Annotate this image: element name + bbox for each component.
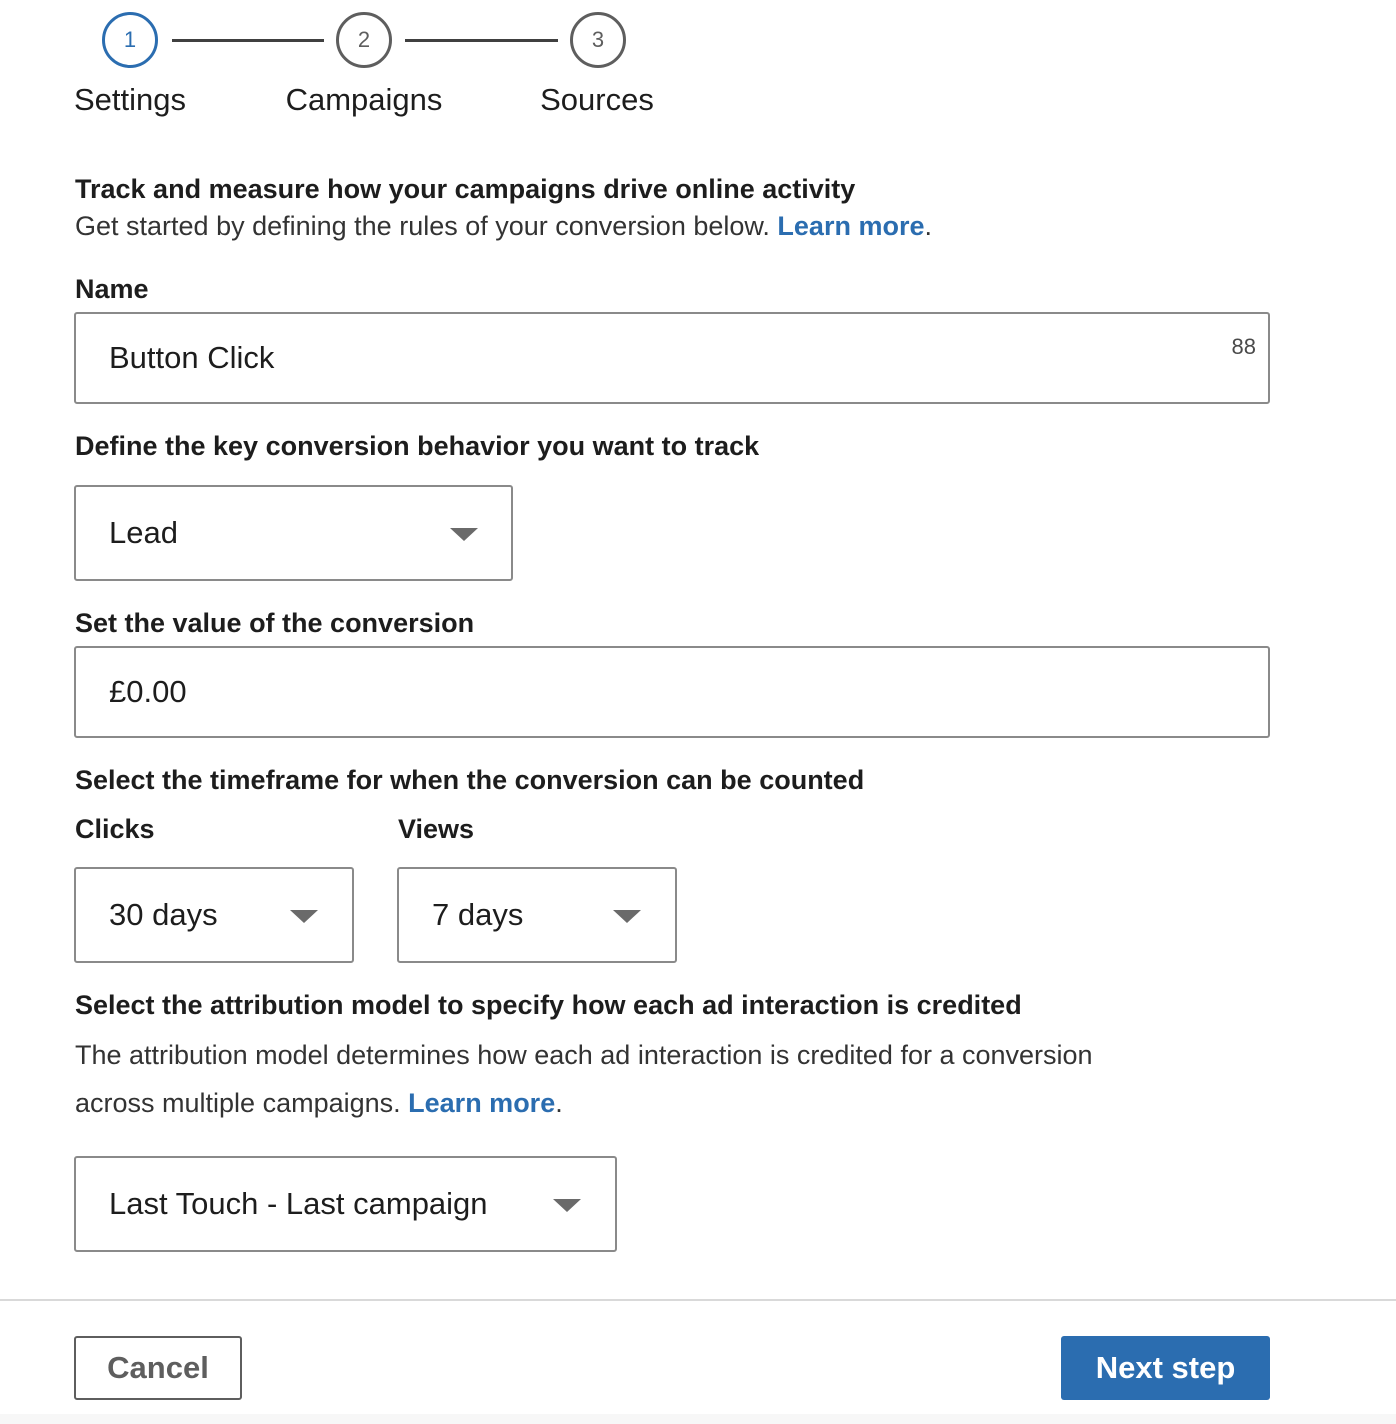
- chevron-down-icon: [290, 910, 318, 923]
- chevron-down-icon: [553, 1199, 581, 1212]
- step-1-indicator[interactable]: [102, 12, 158, 68]
- chevron-down-icon: [450, 528, 478, 541]
- step-number: 3: [591, 27, 605, 52]
- char-counter: 88: [1231, 334, 1256, 359]
- name-label: Name: [75, 274, 149, 304]
- attribution-description: [75, 1031, 1225, 1127]
- clicks-selected-value: 30 days: [109, 897, 218, 932]
- next-step-button[interactable]: Next step: [1061, 1336, 1270, 1400]
- views-label: Views: [398, 814, 475, 844]
- section-subtitle: [75, 211, 932, 242]
- name-input-value: Button Click: [109, 340, 275, 375]
- attribution-description-text: across multiple campaigns.: [75, 1088, 401, 1118]
- cancel-button[interactable]: Cancel: [74, 1336, 242, 1400]
- stepper-connector: [172, 39, 324, 42]
- subtitle-period: .: [924, 211, 932, 241]
- value-label: Set the value of the conversion: [75, 608, 475, 638]
- behavior-select[interactable]: [74, 485, 513, 581]
- clicks-window-select[interactable]: [74, 867, 354, 963]
- name-input[interactable]: [74, 312, 1270, 404]
- footer-band: [0, 1414, 1396, 1424]
- step-2-label: Campaigns: [285, 82, 443, 117]
- timeframe-label: Select the timeframe for when the conversion can be counted: [75, 765, 865, 795]
- behavior-label: Define the key conversion behavior you want to track: [75, 431, 760, 461]
- stepper: [0, 0, 1396, 140]
- conversion-value-input[interactable]: [74, 646, 1270, 738]
- behavior-selected-value: Lead: [109, 515, 178, 550]
- chevron-down-icon: [613, 910, 641, 923]
- attribution-selected-value: Last Touch - Last campaign: [109, 1186, 488, 1221]
- stepper-connector: [405, 39, 558, 42]
- subtitle-text: Get started by defining the rules of your conversion below.: [75, 211, 770, 241]
- learn-more-link[interactable]: Learn more: [777, 211, 925, 241]
- conversion-value: £0.00: [109, 674, 187, 709]
- step-2-indicator[interactable]: [336, 12, 392, 68]
- views-selected-value: 7 days: [432, 897, 524, 932]
- views-window-select[interactable]: [397, 867, 677, 963]
- step-3-label: Sources: [540, 82, 654, 117]
- step-3-indicator[interactable]: [570, 12, 626, 68]
- attribution-learn-more-link[interactable]: Learn more: [408, 1088, 556, 1118]
- attribution-description-line: [75, 1079, 1225, 1127]
- clicks-label: Clicks: [75, 814, 155, 844]
- attribution-label: Select the attribution model to specify how each ad interaction is credited: [75, 990, 1022, 1020]
- section-title: Track and measure how your campaigns drive online activity: [75, 174, 856, 204]
- step-number: 1: [123, 27, 137, 52]
- attribution-period: .: [555, 1088, 563, 1118]
- step-1-label: Settings: [73, 82, 186, 117]
- attribution-model-select[interactable]: [74, 1156, 617, 1252]
- step-number: 2: [357, 27, 371, 52]
- footer-divider: [0, 1299, 1396, 1301]
- attribution-description-line: The attribution model determines how each ad interaction is credited for a conversion: [75, 1040, 1093, 1070]
